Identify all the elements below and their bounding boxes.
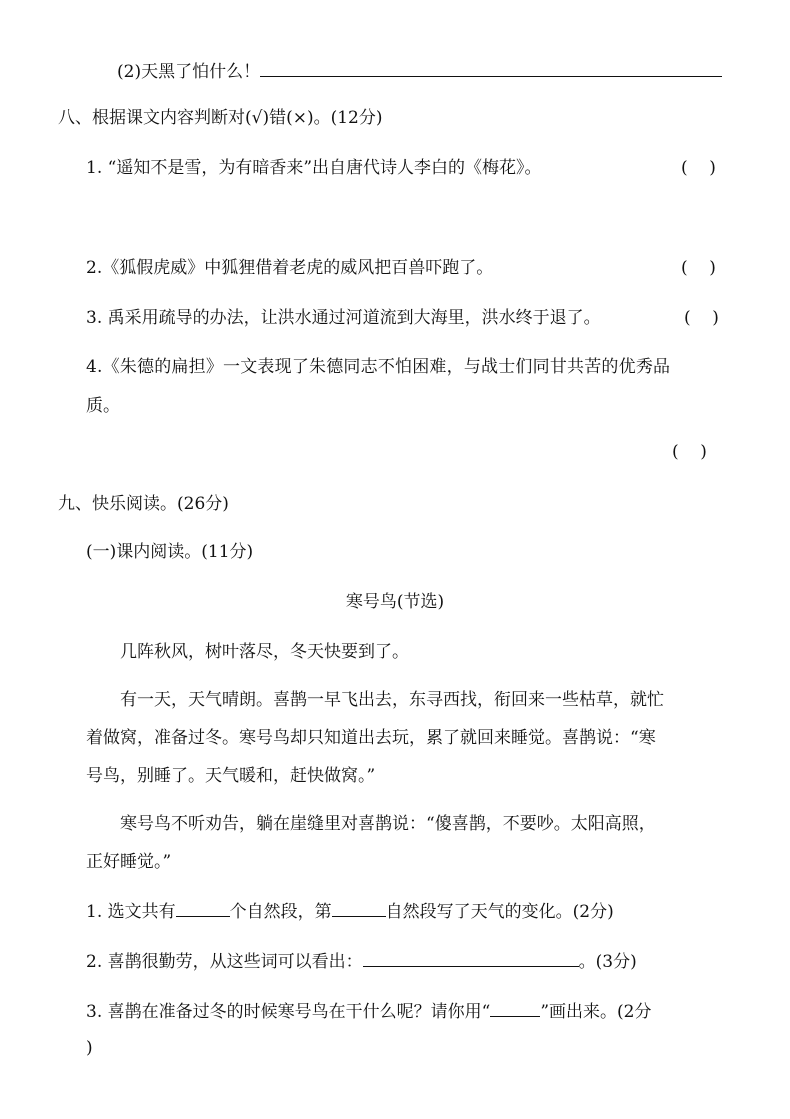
reading-question-3-part-a: 3. 喜鹊在准备过冬的时候寒号鸟在干什么呢？请你用“: [86, 1002, 491, 1022]
underline-sample: [490, 998, 540, 1017]
passage-para-3-line-1: 寒号鸟不听劝告，躺在崖缝里对喜鹊说：“傻喜鹊，不要吵。太阳高照，: [120, 814, 656, 834]
passage-para-2-line-2: 着做窝，准备过冬。寒号鸟却只知道出去玩，累了就回来睡觉。喜鹊说：“寒: [86, 728, 656, 748]
reading-question-2: [86, 948, 637, 974]
reading-question-2-part-a: 2. 喜鹊很勤劳，从这些词可以看出：: [86, 952, 363, 972]
judge-item-3-paren[interactable]: ( ): [684, 308, 719, 328]
judge-item-2-paren[interactable]: ( ): [681, 258, 716, 278]
judge-item-3: 3. 禹采用疏导的办法，让洪水通过河道流到大海里，洪水终于退了。: [86, 308, 601, 328]
reading-question-3: [86, 998, 651, 1024]
passage-para-2-line-3: 号鸟，别睡了。天气暖和，赶快做窝。”: [86, 766, 376, 786]
judge-item-4-paren[interactable]: ( ): [672, 442, 707, 462]
answer-blank[interactable]: [176, 898, 230, 917]
answer-blank[interactable]: [363, 948, 579, 967]
answer-blank[interactable]: [260, 58, 722, 77]
question-7-2: [117, 58, 722, 84]
passage-para-2-line-1: 有一天，天气晴朗。喜鹊一早飞出去，东寻西找，衔回来一些枯草，就忙: [120, 690, 664, 710]
judge-item-1-paren[interactable]: ( ): [681, 158, 716, 178]
passage-para-3-line-2: 正好睡觉。”: [86, 852, 172, 872]
section-9-heading: 九、快乐阅读。(26分): [58, 494, 229, 514]
reading-question-1-part-b: 个自然段，第: [229, 902, 332, 922]
passage-para-1: 几阵秋风，树叶落尽，冬天快要到了。: [120, 642, 409, 662]
judge-item-2: 2.《狐假虎威》中狐狸借着老虎的威风把百兽吓跑了。: [86, 258, 494, 278]
answer-blank[interactable]: [332, 898, 386, 917]
judge-item-4-line-1: 4.《朱德的扁担》一文表现了朱德同志不怕困难，与战士们同甘共苦的优秀品: [86, 357, 671, 377]
passage-title: 寒号鸟(节选): [345, 592, 445, 612]
question-7-2-label: (2)天黑了怕什么！: [117, 62, 261, 82]
section-8-heading: 八、根据课文内容判断对(√)错(×)。(12分): [58, 108, 383, 128]
section-9-sub-1: (一)课内阅读。(11分): [86, 542, 254, 562]
judge-item-1: 1. “遥知不是雪，为有暗香来”出自唐代诗人李白的《梅花》。: [86, 158, 542, 178]
reading-question-3-part-b: ”画出来。(2分: [540, 1002, 652, 1022]
reading-question-1-part-a: 1. 选文共有: [86, 902, 176, 922]
reading-question-3-continued: ): [86, 1038, 93, 1058]
reading-question-2-part-b: 。(3分): [578, 952, 637, 972]
reading-question-1: [86, 898, 614, 924]
reading-question-1-part-c: 自然段写了天气的变化。(2分): [385, 902, 614, 922]
judge-item-4-line-2: 质。: [86, 396, 120, 416]
